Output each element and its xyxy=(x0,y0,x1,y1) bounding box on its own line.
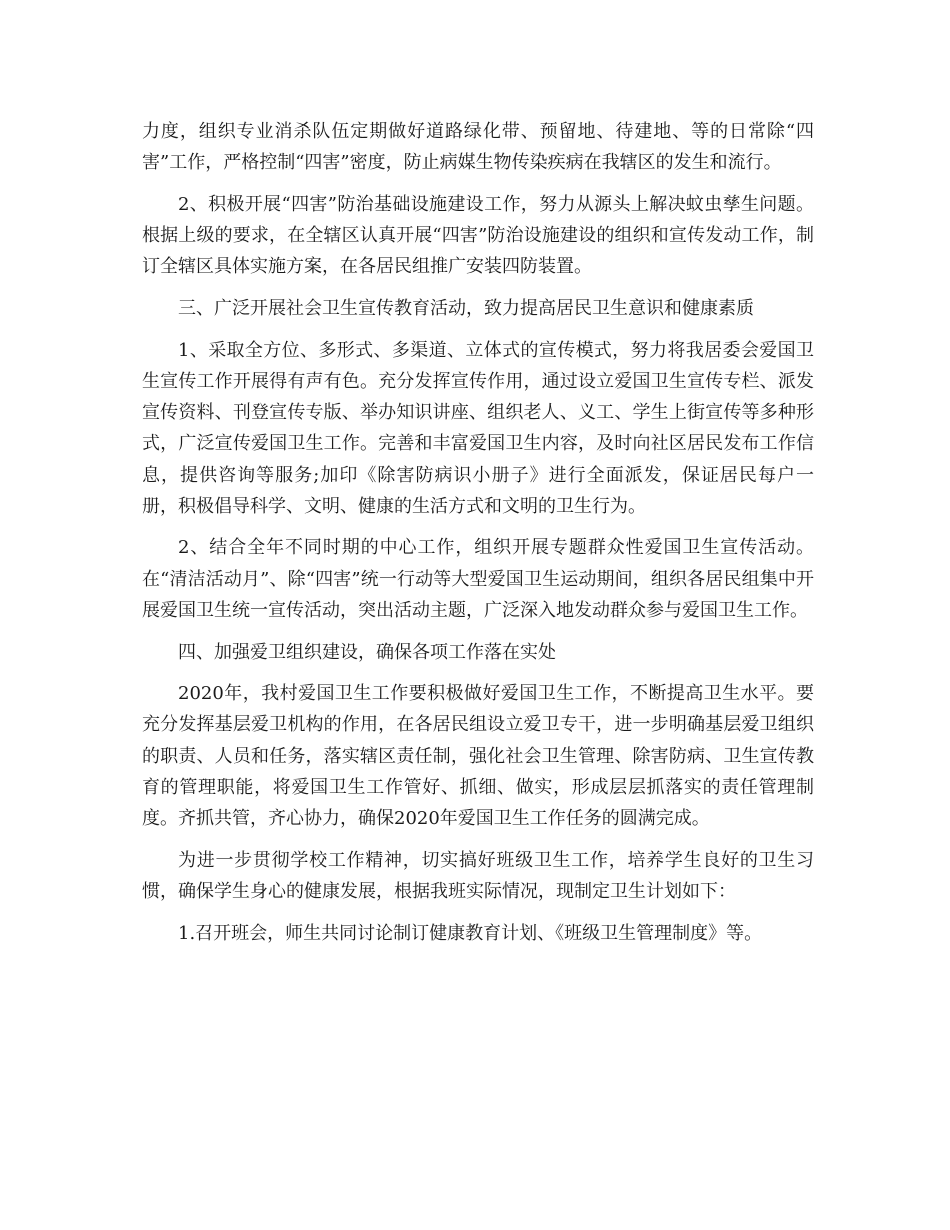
paragraph-item-2-facilities: 2、积极开展“四害”防治基础设施建设工作，努力从源头上解决蚊虫孳生问题。根据上级的要求，在全辖区认真开展“四害”防治设施建设的组织和宣传发动工作，制订全辖区具体实施方案，在各居民组推广安装四防装置。 xyxy=(142,193,814,278)
paragraph-item-1-class-meeting: 1.召开班会，师生共同讨论制订健康教育计划、《班级卫生管理制度》等。 xyxy=(178,922,763,944)
paragraph-item-2-campaign: 2、结合全年不同时期的中心工作，组织开展专题群众性爱国卫生宣传活动。在“清洁活动月”、除“四害”统一行动等大型爱国卫生运动期间，组织各居民组集中开展爱国卫生统一宣传活动，突出活动主题，广泛深入地发动群众参与爱国卫生工作。 xyxy=(142,537,814,621)
paragraph-continuation: 力度，组织专业消杀队伍定期做好道路绿化带、预留地、待建地、等的日常除“四害”工作，严格控制“四害”密度，防止病媒生物传染疾病在我辖区的发生和流行。 xyxy=(142,121,814,174)
paragraph-2020-plan: 2020年，我村爱国卫生工作要积极做好爱国卫生工作，不断提高卫生水平。要充分发挥基层爱卫机构的作用，在各居民组设立爱卫专干，进一步明确基层爱卫组织的职责、人员和任务，落实辖区责任制，强化社会卫生管理、除害防病、卫生宣传教育的管理职能，将爱国卫生工作管好、抓细、做实，形成层层抓落实的责任管理制度。齐抓共管，齐心协力，确保2020年爱国卫生工作任务的圆满完成。 xyxy=(142,683,814,830)
paragraph-class-hygiene-intro: 为进一步贯彻学校工作精神，切实搞好班级卫生工作，培养学生良好的卫生习惯，确保学生身心的健康发展，根据我班实际情况，现制定卫生计划如下： xyxy=(142,849,814,902)
section-heading-3: 三、广泛开展社会卫生宣传教育活动，致力提高居民卫生意识和健康素质 xyxy=(178,298,754,320)
paragraph-item-1-publicity: 1、采取全方位、多形式、多渠道、立体式的宣传模式，努力将我居委会爱国卫生宣传工作开展得有声有色。充分发挥宣传作用，通过设立爱国卫生宣传专栏、派发宣传资料、刊登宣传专版、举办知识讲座、组织老人、义工、学生上街宣传等多种形式，广泛宣传爱国卫生工作。完善和丰富爱国卫生内容，及时向社区居民发布工作信息，提供咨询等服务;加印《除害防病识小册子》进行全面派发，保证居民每户一册，积极倡导科学、文明、健康的生活方式和文明的卫生行为。 xyxy=(142,339,814,517)
document-body xyxy=(142,116,814,949)
section-heading-4: 四、加强爱卫组织建设，确保各项工作落在实处 xyxy=(178,641,556,663)
